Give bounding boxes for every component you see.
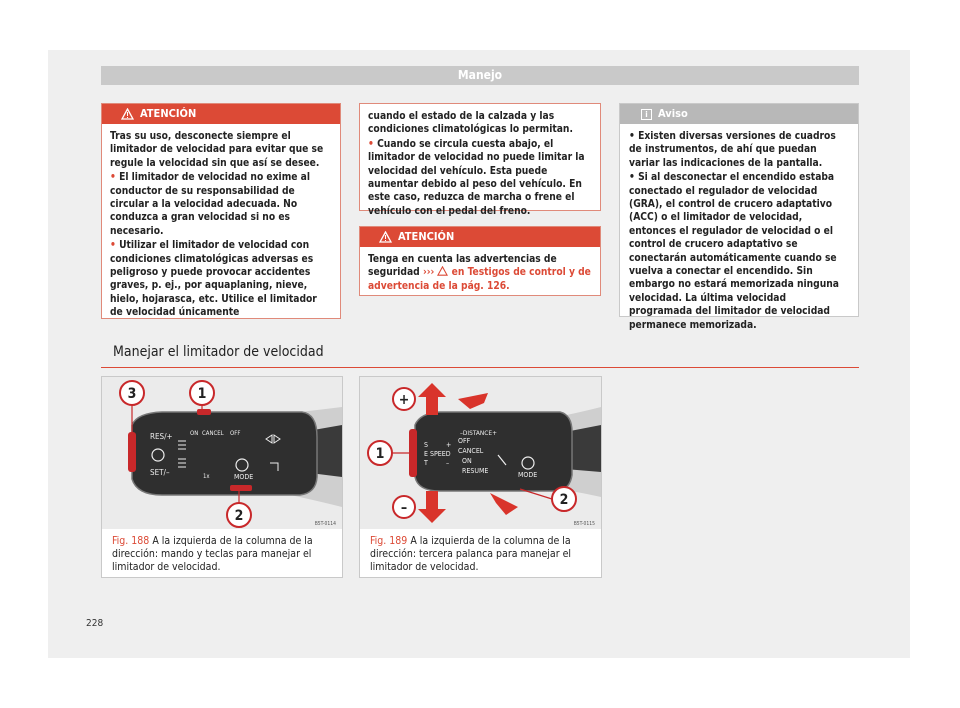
warning-triangle-icon (379, 231, 392, 243)
cancel-label: CANCEL (458, 447, 484, 455)
callout-number: – (400, 500, 408, 516)
notice-bullet (629, 171, 850, 332)
notice-header (620, 104, 858, 124)
on-label: ON (190, 430, 199, 437)
lever-controls-illustration (360, 377, 601, 529)
page-header: Manejo (101, 66, 859, 85)
on-label: ON (462, 457, 472, 465)
bullet-text: Cuando se circula cuesta abajo, el limitador de velocidad no puede limitar la velocidad del vehículo. Esta puede aumentar debido al peso del vehículo. En este caso, reduzca de marcha o frene el vehículo con el pedal del freno. (368, 138, 585, 217)
reference-arrow: ››› (422, 267, 435, 279)
bullet-icon: • (368, 138, 378, 150)
res-label: RES/+ (150, 432, 173, 441)
figure-code: B5T-0114 (314, 521, 336, 527)
figure-label: Fig. 189 (370, 535, 408, 547)
bullet-text: Existen diversas versiones de cuadros de instrumentos, de ahí que puedan variar las indicaciones de la pantalla. (629, 131, 836, 169)
bullet-icon: • (629, 131, 639, 142)
section-divider (101, 367, 859, 368)
warning-triangle-icon (121, 108, 134, 120)
callout-number: 2 (559, 492, 569, 508)
figure-caption-text: A la izquierda de la columna de la dirección: mando y teclas para manejar el limitador de velocidad. (112, 535, 313, 573)
cancel-label: CANCEL (202, 430, 224, 437)
plus-label: + (446, 441, 452, 449)
warning-intro: Tras su uso, desconecte siempre el limitador de velocidad para evitar que se regule la velocidad sin que así se desee. (110, 131, 324, 169)
warning-bullet (110, 239, 332, 319)
warning-header (102, 104, 340, 124)
off-label: OFF (230, 430, 241, 437)
figure-code: B5T-0115 (573, 521, 595, 527)
bullet-text: El limitador de velocidad no exime al conductor de su responsabilidad de circular a la velocidad adecuada. No conduzca a gran velocidad si no es necesario. (110, 172, 310, 237)
warning-triangle-icon (437, 266, 448, 276)
stalk-controls-illustration (102, 377, 342, 529)
bullet-icon: • (110, 172, 120, 184)
bullet-text: Utilizar el limitador de velocidad con condiciones climatológicas adversas es peligroso y puede provocar accidentes graves, p. ej., por aquaplaning, nieve, hielo, hojarasca, etc. Utilice el limitador de velocidad únicamente (110, 240, 317, 319)
one-x-label: 1x (203, 473, 210, 480)
s-label: S (424, 441, 428, 449)
info-icon: i (641, 109, 652, 120)
page-number: 228 (86, 618, 104, 629)
distance-label: –DISTANCE+ (460, 429, 497, 437)
warning-box-1 (101, 103, 341, 319)
mode-label: MODE (518, 471, 538, 479)
mode-label: MODE (234, 473, 254, 481)
warning2-text: Tenga en cuenta las advertencias de seguridad (368, 254, 557, 279)
continuation-text: cuando el estado de la calzada y las condiciones climatológicas lo permitan. (368, 111, 573, 136)
warning-title: ATENCIÓN (398, 230, 455, 243)
minus-label: – (446, 459, 450, 467)
warning-continuation-box (359, 103, 601, 217)
callout-number: 2 (234, 508, 244, 524)
warning-box-2 (359, 226, 601, 296)
callout-number: 3 (127, 386, 137, 402)
continuation-bullet (368, 138, 592, 218)
warning-title: ATENCIÓN (140, 107, 197, 120)
resume-label: RESUME (462, 467, 489, 475)
set-label: SET/– (150, 468, 170, 477)
figure-188 (101, 376, 343, 578)
figure-caption (112, 535, 334, 574)
notice-title: Aviso (658, 107, 688, 120)
figure-188-image (102, 377, 342, 529)
callout-number: 1 (197, 386, 207, 402)
notice-box (619, 103, 859, 331)
section-title: Manejar el limitador de velocidad (113, 344, 324, 360)
figure-189-image (360, 377, 601, 529)
warning-header (360, 227, 600, 247)
figure-caption-text: A la izquierda de la columna de la dirección: tercera palanca para manejar el limitador de velocidad. (370, 535, 572, 573)
page-reference-link[interactable]: en Testigos de control y de advertencia de la pág. 126. (368, 267, 591, 292)
callout-number: 1 (375, 446, 385, 462)
figure-caption (370, 535, 593, 574)
notice-bullet (629, 130, 850, 170)
figure-label: Fig. 188 (112, 535, 150, 547)
figure-189 (359, 376, 602, 578)
t-label: T (424, 459, 428, 467)
warning-bullet (110, 171, 332, 238)
bullet-icon: • (110, 240, 120, 252)
bullet-icon: • (629, 172, 639, 184)
e-label: E (424, 450, 428, 458)
off-label: OFF (458, 437, 471, 445)
speed-label: SPEED (430, 450, 451, 458)
bullet-text: Si al desconectar el encendido estaba conectado el regulador de velocidad (GRA), el control de crucero adaptativo (ACC) o el limitador de velocidad, entonces el regulador de velocidad o el control de crucero adaptativo se conectarán automáticamente cuando se vuelva a conectar el encendido. Sin embargo no estará memorizada ninguna velocidad. La última velocidad programada del limitador de velocidad permanece memorizada. (629, 172, 839, 331)
callout-number: + (398, 392, 410, 408)
